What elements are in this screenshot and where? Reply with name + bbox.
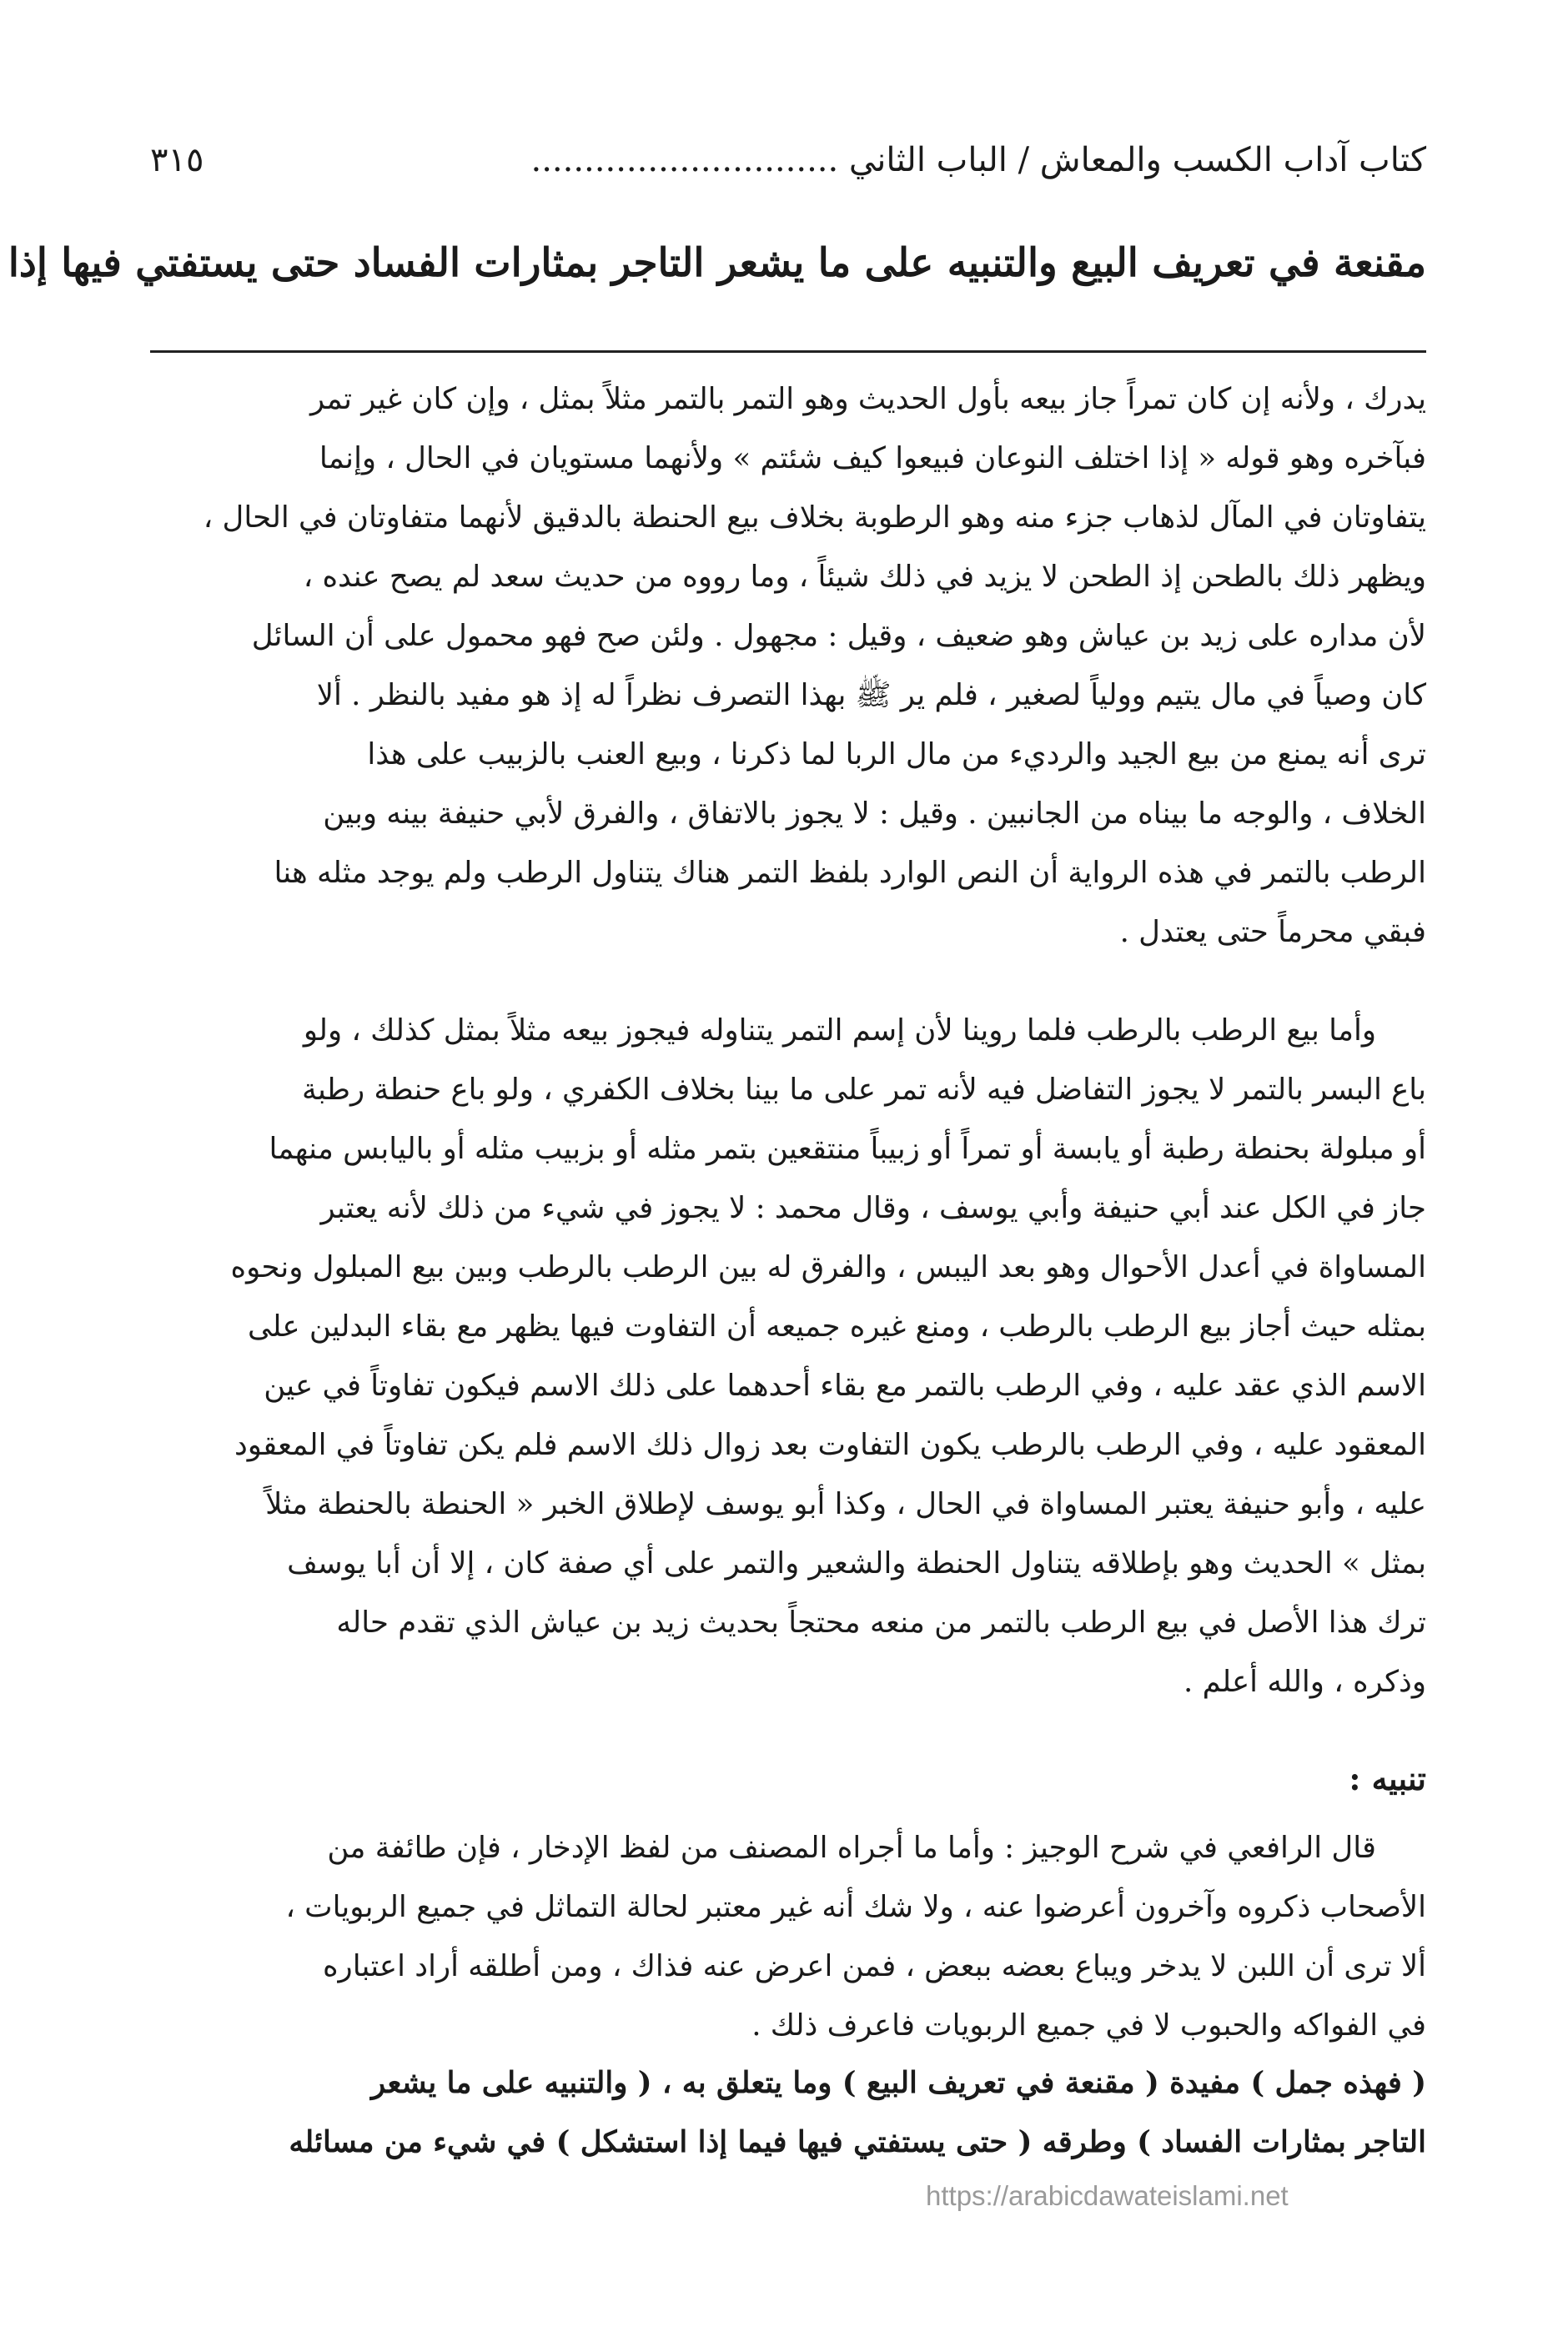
paragraph-3 [150,1818,1426,2055]
text-line: بمثل » الحديث وهو بإطلاقه يتناول الحنطة والشعير والتمر على أي صفة كان ، إلا أن أبا يوسف [287,1546,1426,1581]
text-line: ترى أنه يمنع من بيع الجيد والرديء من مال الربا لما ذكرنا ، وبيع العنب بالزبيب على هذا [367,737,1426,771]
text-line: يدرك ، ولأنه إن كان تمراً جاز بيعه بأول الحديث وهو التمر بالتمر مثلاً بمثل ، وإن كان غير تمر [309,382,1426,416]
text-line: جاز في الكل عند أبي حنيفة وأبي يوسف ، وقال محمد : لا يجوز في شيء من ذلك لأنه يعتبر [320,1191,1426,1225]
text-line: كان وصياً في مال يتيم وولياً لصغير ، فلم ير ﷺ بهذا التصرف نظراً له إذ هو مفيد بالنظر . ألا [316,678,1426,712]
running-title: كتاب آداب الكسب والمعاش / الباب الثاني ............................. [530,141,1426,179]
text-line: ( فهذه جمل ) مفيدة ( مقنعة في تعريف البيع ) وما يتعلق به ، ( والتنبيه على ما يشعر [370,2066,1426,2100]
text-line: باع البسر بالتمر لا يجوز التفاضل فيه لأنه تمر على ما بينا بخلاف الكفري ، ولو باع حنطة رطبة [301,1073,1426,1107]
paragraph-2 [150,1001,1426,1711]
text-line: وذكره ، والله أعلم . [1184,1665,1426,1699]
paragraph-4 [150,2053,1426,2172]
text-line: المساواة في أعدل الأحوال وهو بعد اليبس ، والفرق له بين الرطب بالرطب وبين بيع المبلول ونحوه [230,1250,1426,1284]
text-line: التاجر بمثارات الفساد ) وطرقه ( حتى يستفتي فيها فيما إذا استشكل ) في شيء من مسائله [289,2125,1426,2159]
text-line: أو مبلولة بحنطة رطبة أو يابسة أو تمراً أو زبيباً منتقعين بتمر مثله أو بزبيب مثله أو باليابس منهما [269,1132,1426,1166]
text-line: وأما بيع الرطب بالرطب فلما روينا لأن إسم التمر يتناوله فيجوز بيعه مثلاً بمثل كذلك ، ولو [303,1013,1376,1048]
text-line: المعقود عليه ، وفي الرطب بالرطب يكون التفاوت بعد زوال ذلك الاسم فلم يكن تفاوتاً في المعقود [234,1428,1426,1462]
intro-line: مقنعة في تعريف البيع والتنبيه على ما يشعر التاجر بمثارات الفساد حتى يستفتي فيها إذا [8,240,1426,286]
text-line: عليه ، وأبو حنيفة يعتبر المساواة في الحال ، وكذا أبو يوسف لإطلاق الخبر « الحنطة بالحنطة مثلاً [265,1487,1426,1521]
text-line: ألا ترى أن اللبن لا يدخر ويباع بعضه ببعض ، فمن اعرض عنه فذاك ، ومن أطلقه أراد اعتباره [322,1949,1426,1983]
text-line: فبقي محرماً حتى يعتدل . [1119,915,1426,949]
running-header [150,135,1426,185]
watermark-url: https://arabicdawateislami.net [926,2180,1289,2211]
text-line: الرطب بالتمر في هذه الرواية أن النص الوارد بلفظ التمر هناك يتناول الرطب ولم يوجد مثله هنا [274,856,1426,890]
header-divider [150,350,1426,353]
text-line: بمثله حيث أجاز بيع الرطب بالرطب ، ومنع غيره جميعه أن التفاوت فيها يظهر مع بقاء البدلين على [248,1309,1426,1344]
page-number: ٣١٥ [150,141,204,179]
text-line: فبآخره وهو قوله « إذا اختلف النوعان فبيعوا كيف شئتم » ولأنهما مستويان في الحال ، وإنما [319,441,1426,475]
text-line: قال الرافعي في شرح الوجيز : وأما ما أجراه المصنف من لفظ الإدخار ، فإن طائفة من [327,1831,1376,1865]
text-line: في الفواكه والحبوب لا في جميع الربويات فاعرف ذلك . [751,2008,1426,2043]
text-line: الخلاف ، والوجه ما بيناه من الجانبين . وقيل : لا يجوز بالاتفاق ، والفرق لأبي حنيفة بينه وبين [323,797,1426,831]
text-line: الأصحاب ذكروه وآخرون أعرضوا عنه ، ولا شك أنه غير معتبر لحالة التماثل في جميع الربويات ، [285,1890,1426,1924]
text-line: ترك هذا الأصل في بيع الرطب بالتمر من منعه محتجاً بحديث زيد بن عياش الذي تقدم حاله [336,1606,1426,1640]
paragraph-1 [150,369,1426,962]
text-line: ويظهر ذلك بالطحن إذ الطحن لا يزيد في ذلك شيئاً ، وما رووه من حديث سعد لم يصح عنده ، [303,560,1426,594]
section-heading: تنبيه : [1349,1760,1426,1797]
text-line: الاسم الذي عقد عليه ، وفي الرطب بالتمر مع بقاء أحدهما على ذلك الاسم فيكون تفاوتاً في عين [264,1369,1426,1403]
text-line: يتفاوتان في المآل لذهاب جزء منه وهو الرطوبة بخلاف بيع الحنطة بالدقيق لأنهما متفاوتان في الحال ، [203,500,1426,535]
text-line: لأن مداره على زيد بن عياش وهو ضعيف ، وقيل : مجهول . ولئن صح فهو محمول على أن السائل [251,619,1426,653]
